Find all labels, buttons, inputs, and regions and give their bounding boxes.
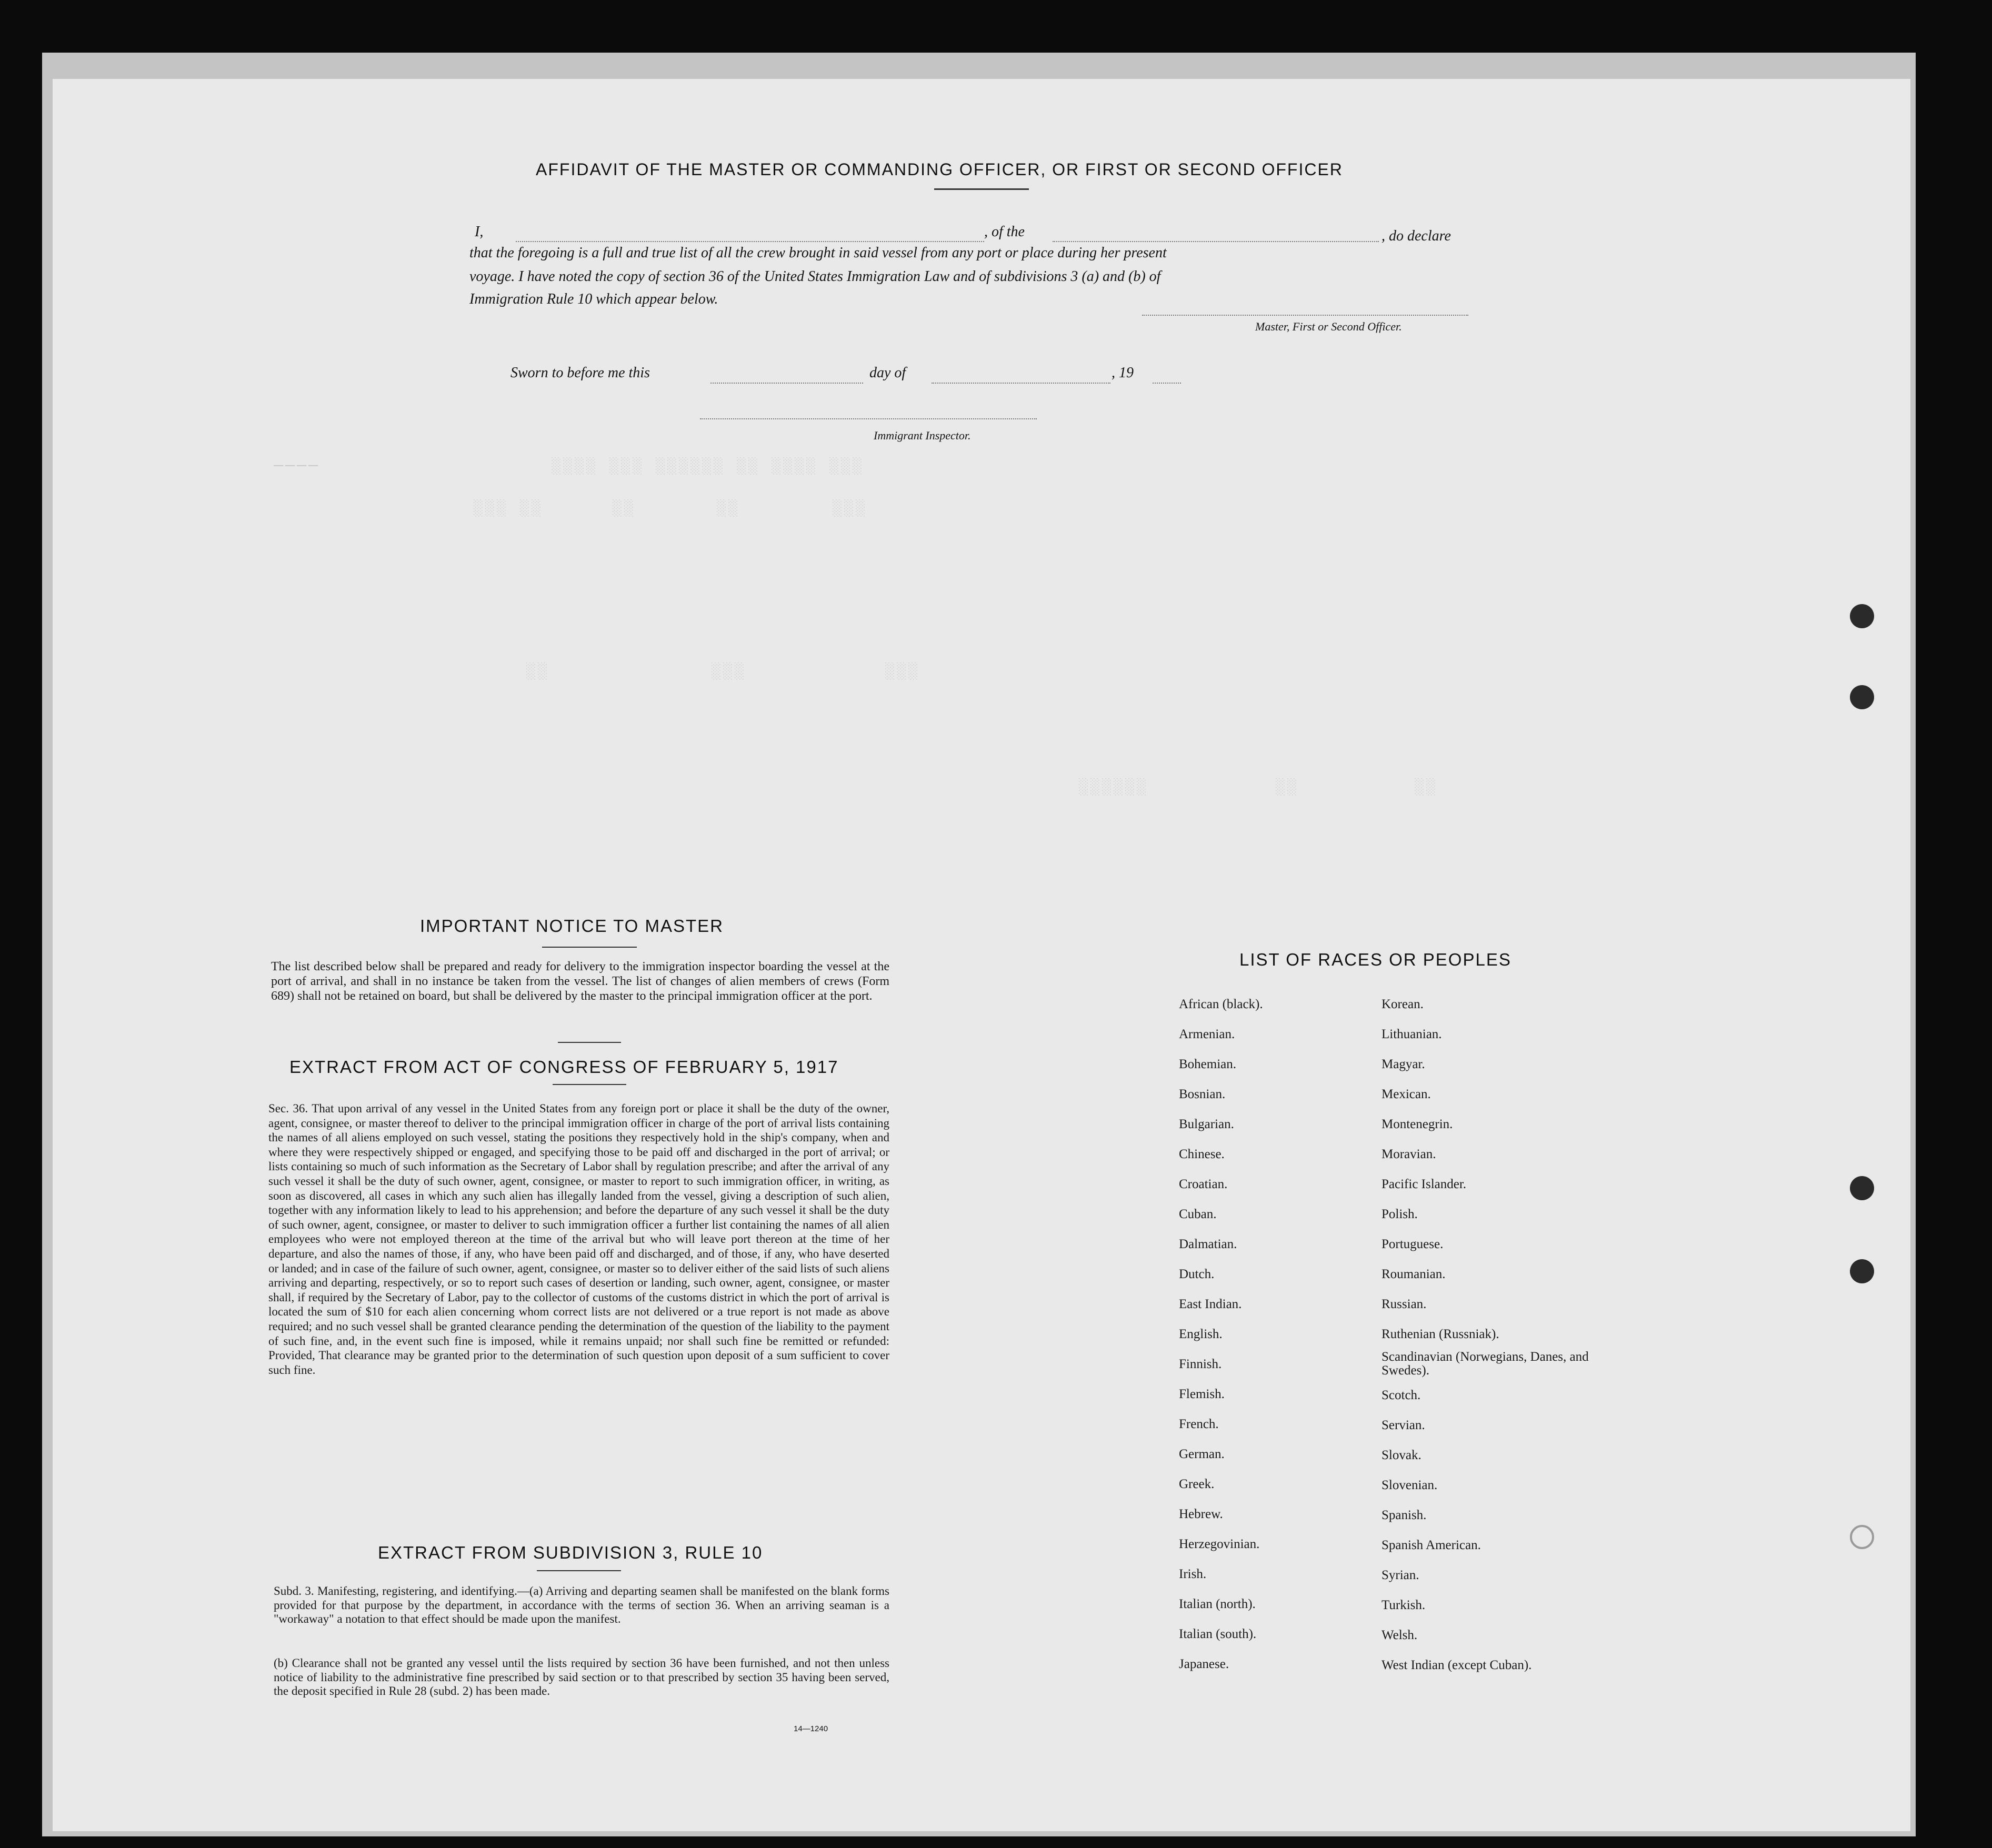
rule-text-b: (b) Clearance shall not be granted any vessel until the lists required by section 36 have been furnished, and not then unless notice of liability to the administrative fine prescribed by said section or to that prescribed by section 35 having been served, the deposit specified in Rule 28 (subd. 2) has been made. — [274, 1656, 889, 1698]
punch-hole-icon — [1850, 604, 1874, 628]
race-list-item: Armenian. — [1179, 1027, 1235, 1041]
race-list-item: Polish. — [1382, 1207, 1418, 1221]
race-list-item: Welsh. — [1382, 1628, 1418, 1642]
sworn-label: Sworn to before me this — [510, 365, 650, 381]
notice-text: The list described below shall be prepared and ready for delivery to the immigration inspector boarding the vessel at the port of arrival, and shall in no instance be taken from the vessel. The list of changes of alien members of crews (Form 689) shall not be retained on board, but shall be delivered by the master to the principal immigration officer at the port. — [271, 960, 889, 1003]
notice-rule — [542, 947, 637, 948]
race-list-item: Syrian. — [1382, 1568, 1419, 1582]
bleed-through-row: ░░░ ░░ ░░ ░░ ░░░ — [474, 500, 868, 518]
race-list-item: Irish. — [1179, 1567, 1207, 1581]
act-top-rule — [558, 1042, 621, 1043]
race-list-item: Slovenian. — [1382, 1478, 1438, 1492]
race-list-item: Herzegovinian. — [1179, 1537, 1260, 1551]
race-list-item: Scotch. — [1382, 1388, 1421, 1402]
races-left-column — [1179, 989, 1263, 1679]
race-list-item: Russian. — [1382, 1297, 1427, 1311]
sworn-month-field[interactable] — [932, 383, 1110, 384]
race-list-item: Mexican. — [1382, 1087, 1431, 1101]
race-list-item: Turkish. — [1382, 1598, 1426, 1612]
race-list-item: Hebrew. — [1179, 1507, 1223, 1521]
race-list-item: Chinese. — [1179, 1147, 1225, 1161]
race-list-item: English. — [1179, 1327, 1223, 1341]
race-list-item: African (black). — [1179, 997, 1263, 1011]
race-list-item: Korean. — [1382, 997, 1424, 1011]
declarant-name-field[interactable] — [516, 241, 984, 242]
inspector-caption: Immigrant Inspector. — [874, 429, 971, 442]
race-list-item: Roumanian. — [1382, 1267, 1446, 1281]
races-right-column — [1382, 989, 1592, 1680]
race-list-item: East Indian. — [1179, 1297, 1242, 1311]
notice-heading: IMPORTANT NOTICE TO MASTER — [420, 916, 724, 936]
race-list-item: Bohemian. — [1179, 1057, 1237, 1071]
heading-rule — [934, 188, 1029, 190]
race-list-item: Cuban. — [1179, 1207, 1217, 1221]
inspector-signature-field[interactable] — [700, 418, 1037, 419]
race-list-item: Japanese. — [1179, 1657, 1229, 1671]
punch-hole-icon — [1850, 1259, 1874, 1283]
declarant-label: I, — [475, 224, 484, 240]
race-list-item: Bulgarian. — [1179, 1117, 1234, 1131]
year-label: , 19 — [1112, 365, 1134, 381]
race-list-item: Italian (north). — [1179, 1597, 1256, 1611]
race-list-item: Dalmatian. — [1179, 1237, 1237, 1251]
race-list-item: Portuguese. — [1382, 1237, 1444, 1251]
punch-hole-icon — [1850, 1176, 1874, 1200]
of-the-label: , of the — [984, 224, 1025, 240]
race-list-item: Finnish. — [1179, 1357, 1222, 1371]
act-heading: EXTRACT FROM ACT OF CONGRESS OF FEBRUARY 5, 1917 — [289, 1057, 839, 1077]
punch-hole-icon — [1850, 1525, 1874, 1549]
race-list-item: Spanish. — [1382, 1508, 1427, 1522]
day-of-label: day of — [869, 365, 906, 381]
race-list-item: Greek. — [1179, 1477, 1215, 1491]
race-list-item: French. — [1179, 1417, 1219, 1431]
document-page — [53, 79, 1910, 1831]
race-list-item: Croatian. — [1179, 1177, 1228, 1191]
races-heading: LIST OF RACES OR PEOPLES — [1239, 950, 1511, 969]
race-list-item: Magyar. — [1382, 1057, 1425, 1071]
race-list-item: Lithuanian. — [1382, 1027, 1442, 1041]
race-list-item: German. — [1179, 1447, 1225, 1461]
affidavit-line-2: voyage. I have noted the copy of section 36 of the United States Immigration Law and of subdivisions 3 (a) and (b) of — [469, 268, 1161, 285]
act-text: Sec. 36. That upon arrival of any vessel in the United States from any foreign port or place it shall be the duty of the owner, agent, consignee, or master thereof to deliver to the principal immigration officer in charge of the port of arrival lists containing the names of all aliens employed on such vessel, stating the positions they respectively hold in the ship's company, when and where they were respectively shipped or engaged, and specifying those to be paid off and discharged in the port of arrival; or lists containing so much of such information as the Secretary of Labor shall by regulation prescribe; and after the arrival of any such vessel it shall be the duty of such owner, agent, consignee, or master to report to such immigration officer, in writing, as soon as discovered, all cases in which any such alien has illegally landed from the vessel, giving a description of such alien, together with any information likely to lead to his apprehension; and before the departure of any such vessel it shall be the duty of such owner, agent, consignee, or master to deliver to such immigration officer a further list containing the names of all alien employees who were not employed thereon at the time of the arrival but who will leave port thereon at the time of her departure, and also the names of those, if any, who have been paid off and discharged, and of those, if any, who have deserted or landed; and in case of the failure of such owner, agent, consignee, or master so to deliver either of the said lists of such aliens arriving and departing, respectively, or so to report such cases of desertion or landing, such owner, agent, consignee, or master shall, if required by the Secretary of Labor, pay to the collector of customs of the customs district in which the port of arrival is located the sum of $10 for each alien concerning whom correct lists are not delivered or a true report is not made as above required; and no such vessel shall be granted clearance pending the determination of the question of the liability to the payment of such fine, and, in the event such fine is imposed, while it remains unpaid; nor shall such fine be remitted or refunded: Provided, That clearance may be granted prior to the determination of such question upon deposit of a sum sufficient to cover such fine. — [268, 1102, 889, 1377]
signature-field[interactable] — [1142, 315, 1468, 316]
race-list-item: West Indian (except Cuban). — [1382, 1658, 1532, 1672]
race-list-item: Dutch. — [1179, 1267, 1215, 1281]
bleed-through-row: ░░░░░░ ░░ ░░ — [1079, 779, 1438, 797]
race-list-item: Pacific Islander. — [1382, 1177, 1467, 1191]
affidavit-heading: AFFIDAVIT OF THE MASTER OR COMMANDING OFFICER, OR FIRST OR SECOND OFFICER — [536, 160, 1343, 179]
race-list-item: Flemish. — [1179, 1387, 1225, 1401]
signature-caption: Master, First or Second Officer. — [1255, 320, 1402, 333]
act-rule — [553, 1084, 626, 1085]
race-list-item: Servian. — [1382, 1418, 1425, 1432]
punch-hole-icon — [1850, 685, 1874, 709]
affidavit-line-3: Immigration Rule 10 which appear below. — [469, 291, 718, 307]
vessel-name-field[interactable] — [1053, 241, 1379, 242]
affidavit-line-1: that the foregoing is a full and true list of all the crew brought in said vessel from any port or place during her present — [469, 245, 1167, 261]
race-list-item: Bosnian. — [1179, 1087, 1226, 1101]
bleed-through-row: ──── ░░░░ ░░░ ░░░░░░ ░░ ░░░░ ░░░ — [274, 458, 865, 476]
bleed-through-row: ░░ ░░░ ░░░ — [526, 663, 920, 681]
race-list-item: Moravian. — [1382, 1147, 1436, 1161]
race-list-item: Spanish American. — [1382, 1538, 1481, 1552]
race-list-item: Ruthenian (Russniak). — [1382, 1327, 1499, 1341]
rule-text-a: Subd. 3. Manifesting, registering, and identifying.—(a) Arriving and departing seamen shall be manifested on the blank forms provided for that purpose by the department, in accordance with the terms of section 36. When an arriving seaman is a "workaway" a notation to that effect should be made upon the manifest. — [274, 1584, 889, 1625]
do-declare-label: , do declare — [1382, 228, 1451, 244]
sworn-day-field[interactable] — [710, 383, 863, 384]
race-list-item: Italian (south). — [1179, 1627, 1257, 1641]
race-list-item: Scandinavian (Norwegians, Danes, and Swedes). — [1382, 1350, 1589, 1378]
race-list-item: Montenegrin. — [1382, 1117, 1453, 1131]
rule-heading-rule — [537, 1570, 621, 1571]
rule-heading: EXTRACT FROM SUBDIVISION 3, RULE 10 — [378, 1543, 763, 1562]
form-number: 14—1240 — [794, 1724, 828, 1733]
race-list-item: Slovak. — [1382, 1448, 1422, 1462]
sworn-year-field[interactable] — [1153, 383, 1181, 384]
